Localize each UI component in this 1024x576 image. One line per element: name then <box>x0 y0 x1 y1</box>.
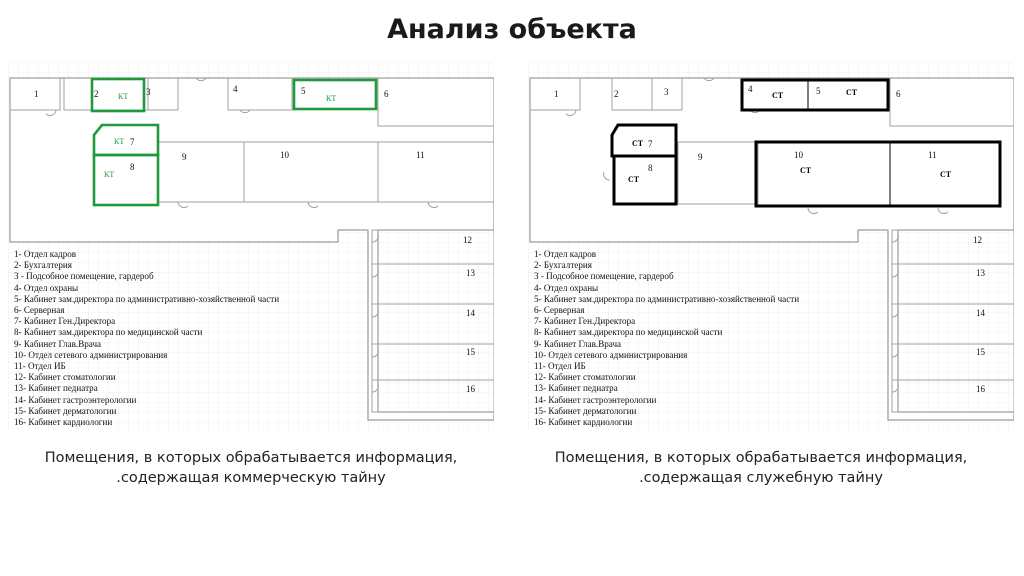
room-number: 13 <box>976 268 985 278</box>
room-number: 10 <box>794 150 803 160</box>
floor-plan-commercial <box>8 62 494 430</box>
ct-mark: СТ <box>772 91 784 100</box>
legend-item: 2- Бухгалтерия <box>14 260 72 271</box>
legend-item: 16- Кабинет кардиологии <box>14 417 113 428</box>
legend-item: 5- Кабинет зам.директора по административно-хозяйственной части <box>14 293 280 304</box>
legend-item: 10- Отдел сетевого администрирования <box>534 349 688 360</box>
legend-item: 13- Кабинет педиатра <box>534 383 618 394</box>
ct-mark: СТ <box>800 166 812 175</box>
legend-item: 5- Кабинет зам.директора по административно-хозяйственной части <box>534 293 800 304</box>
room-number: 4 <box>748 84 753 94</box>
legend-item: 13- Кабинет педиатра <box>14 383 98 394</box>
room-number: 2 <box>614 89 619 99</box>
room-number: 3 <box>664 87 669 97</box>
kt-mark: КТ <box>114 137 125 146</box>
ct-mark: СТ <box>940 170 952 179</box>
legend-item: 7- Кабинет Ген.Директора <box>534 316 636 327</box>
room-number: 15 <box>466 347 475 357</box>
legend-item: 11- Отдел ИБ <box>14 361 66 372</box>
room-number: 12 <box>973 235 982 245</box>
legend-item: 9- Кабинет Глав.Врача <box>14 338 102 349</box>
legend-item: 9- Кабинет Глав.Врача <box>534 338 622 349</box>
room-number: 14 <box>466 308 475 318</box>
room-number: 6 <box>384 89 389 99</box>
room-number: 3 <box>146 87 151 97</box>
legend-item: 8- Кабинет зам.директора по медицинской части <box>534 327 723 338</box>
room-number: 1 <box>34 89 39 99</box>
legend-item: 14- Кабинет гастроэнтерологии <box>14 394 137 405</box>
caption-commercial-secret: Помещения, в которых обрабатывается информация, .содержащая коммерческую тайну <box>44 450 458 486</box>
room-number: 14 <box>976 308 985 318</box>
room-number: 5 <box>301 86 306 96</box>
room-number: 1 <box>554 89 559 99</box>
legend-item: 10- Отдел сетевого администрирования <box>14 349 168 360</box>
room-number: 10 <box>280 150 289 160</box>
kt-mark: КТ <box>326 94 337 103</box>
room-number: 6 <box>896 89 901 99</box>
legend-item: 12- Кабинет стоматологии <box>534 372 636 383</box>
legend-item: 16- Кабинет кардиологии <box>534 417 633 428</box>
room-number: 5 <box>816 86 821 96</box>
legend-item: 6- Серверная <box>14 305 65 316</box>
room-number: 8 <box>648 163 653 173</box>
room-number: 16 <box>976 384 985 394</box>
legend-item: 2- Бухгалтерия <box>534 260 592 271</box>
room-number: 4 <box>233 84 238 94</box>
legend-item: 12- Кабинет стоматологии <box>14 372 116 383</box>
ct-mark: СТ <box>628 175 640 184</box>
room-number: 7 <box>648 139 653 149</box>
legend-item: 1- Отдел кадров <box>534 249 597 259</box>
room-number: 13 <box>466 268 475 278</box>
room-number: 11 <box>416 150 425 160</box>
caption-service-secret: Помещения, в которых обрабатывается информация, .содержащая служебную тайну <box>554 450 968 486</box>
kt-mark: КТ <box>118 92 129 101</box>
kt-mark: КТ <box>104 170 115 179</box>
room-number: 7 <box>130 137 135 147</box>
room-number: 9 <box>182 152 187 162</box>
legend-item: 4- Отдел охраны <box>14 282 79 293</box>
ct-mark: СТ <box>846 88 858 97</box>
room-legend <box>14 249 279 428</box>
room-number: 8 <box>130 162 135 172</box>
ct-mark: СТ <box>632 139 644 148</box>
legend-item: 3 - Подсобное помещение, гардероб <box>14 271 154 282</box>
legend-item: 11- Отдел ИБ <box>534 361 586 372</box>
legend-item: 7- Кабинет Ген.Директора <box>14 316 116 327</box>
room-number: 11 <box>928 150 937 160</box>
legend-item: 3 - Подсобное помещение, гардероб <box>534 271 674 282</box>
legend-item: 4- Отдел охраны <box>534 282 599 293</box>
room-legend <box>534 249 799 428</box>
legend-item: 8- Кабинет зам.директора по медицинской части <box>14 327 203 338</box>
legend-item: 1- Отдел кадров <box>14 249 77 259</box>
legend-item: 15- Кабинет дерматологии <box>534 405 637 416</box>
room-number: 12 <box>463 235 472 245</box>
page-title: Анализ объекта <box>387 14 637 45</box>
legend-item: 6- Серверная <box>534 305 585 316</box>
room-number: 9 <box>698 152 703 162</box>
floor-plan-service <box>528 62 1014 430</box>
legend-item: 14- Кабинет гастроэнтерологии <box>534 394 657 405</box>
room-number: 16 <box>466 384 475 394</box>
room-number: 15 <box>976 347 985 357</box>
room-number: 2 <box>94 89 99 99</box>
legend-item: 15- Кабинет дерматологии <box>14 405 117 416</box>
